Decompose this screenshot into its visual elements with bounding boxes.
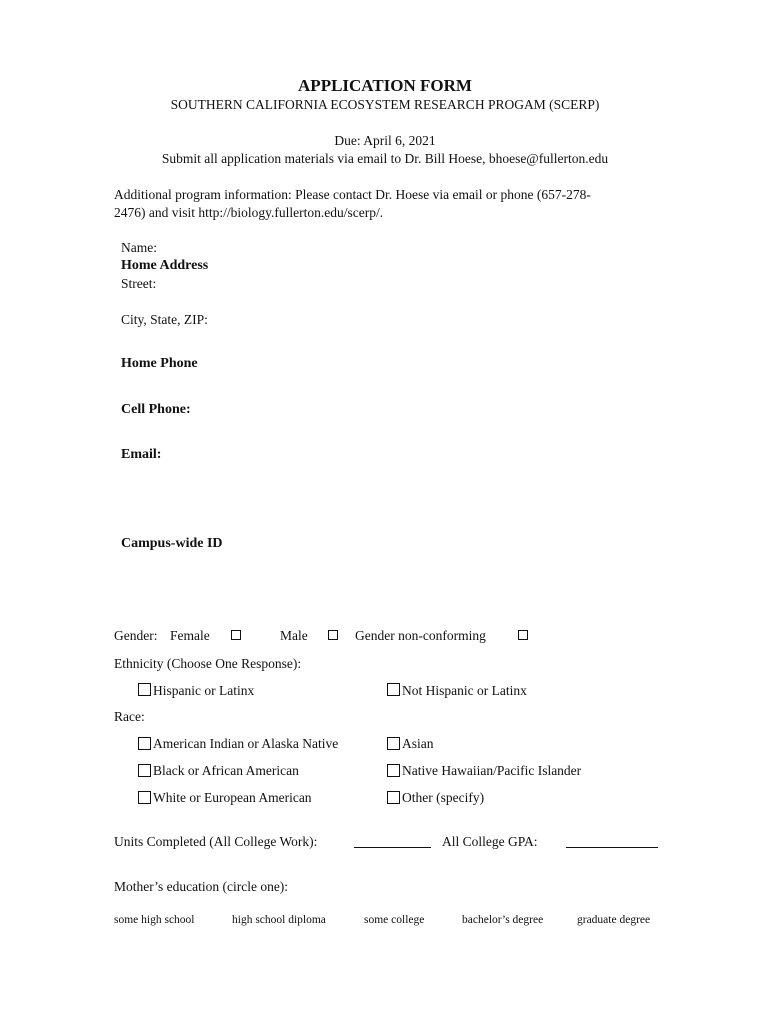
race-american-indian-checkbox[interactable] — [138, 737, 151, 750]
due-date: Due: April 6, 2021 — [334, 133, 436, 148]
race-option-asian: Asian — [402, 736, 434, 751]
mother-education-option-high-school-diploma[interactable]: high school diploma — [232, 914, 326, 926]
gender-female-checkbox[interactable] — [231, 630, 241, 640]
ethnicity-not-hispanic-checkbox[interactable] — [387, 683, 400, 696]
ethnicity-option-not-hispanic: Not Hispanic or Latinx — [402, 683, 527, 698]
ethnicity-option-hispanic: Hispanic or Latinx — [153, 683, 255, 698]
submit-instructions: Submit all application materials via email to Dr. Bill Hoese, bhoese@fullerton.edu — [161, 151, 609, 166]
race-option-american-indian: American Indian or Alaska Native — [153, 736, 339, 751]
street-label: Street: — [121, 276, 157, 291]
units-completed-label: Units Completed (All College Work): — [114, 834, 318, 849]
mother-education-option-bachelors[interactable]: bachelor’s degree — [462, 914, 544, 926]
ethnicity-label: Ethnicity (Choose One Response): — [114, 656, 302, 671]
campus-id-label: Campus-wide ID — [121, 536, 223, 551]
units-completed-blank[interactable] — [354, 847, 431, 848]
program-info-line-2: 2476) and visit http://biology.fullerton.edu/scerp/. — [114, 205, 384, 220]
race-other-checkbox[interactable] — [387, 791, 400, 804]
ethnicity-hispanic-checkbox[interactable] — [138, 683, 151, 696]
home-phone-label: Home Phone — [121, 356, 198, 371]
race-asian-checkbox[interactable] — [387, 737, 400, 750]
race-option-white: White or European American — [153, 790, 312, 805]
mother-education-option-some-college[interactable]: some college — [364, 914, 425, 926]
race-option-other: Other (specify) — [402, 790, 485, 805]
race-native-hawaiian-checkbox[interactable] — [387, 764, 400, 777]
program-name: SOUTHERN CALIFORNIA ECOSYSTEM RESEARCH PROGAM (SCERP) — [170, 97, 600, 112]
gender-option-female: Female — [170, 628, 210, 643]
gpa-blank[interactable] — [566, 847, 658, 848]
gender-option-nonconforming: Gender non-conforming — [355, 628, 486, 643]
race-option-black: Black or African American — [153, 763, 299, 778]
form-title: APPLICATION FORM — [298, 76, 472, 95]
mother-education-label: Mother’s education (circle one): — [114, 879, 289, 894]
cell-phone-label: Cell Phone: — [121, 402, 191, 417]
program-info-line-1: Additional program information: Please contact Dr. Hoese via email or phone (657-278- — [114, 187, 591, 202]
race-label: Race: — [114, 709, 145, 724]
mother-education-option-graduate[interactable]: graduate degree — [577, 914, 651, 926]
gender-label: Gender: — [114, 628, 158, 643]
gpa-label: All College GPA: — [442, 834, 538, 849]
race-black-checkbox[interactable] — [138, 764, 151, 777]
gender-male-checkbox[interactable] — [328, 630, 338, 640]
name-label: Name: — [121, 240, 157, 255]
gender-nonconforming-checkbox[interactable] — [518, 630, 528, 640]
race-option-native-hawaiian: Native Hawaiian/Pacific Islander — [402, 763, 582, 778]
home-address-label: Home Address — [121, 258, 209, 273]
gender-option-male: Male — [280, 628, 308, 643]
city-state-zip-label: City, State, ZIP: — [121, 312, 208, 327]
race-white-checkbox[interactable] — [138, 791, 151, 804]
mother-education-option-some-high-school[interactable]: some high school — [114, 914, 195, 926]
email-label: Email: — [121, 447, 162, 462]
